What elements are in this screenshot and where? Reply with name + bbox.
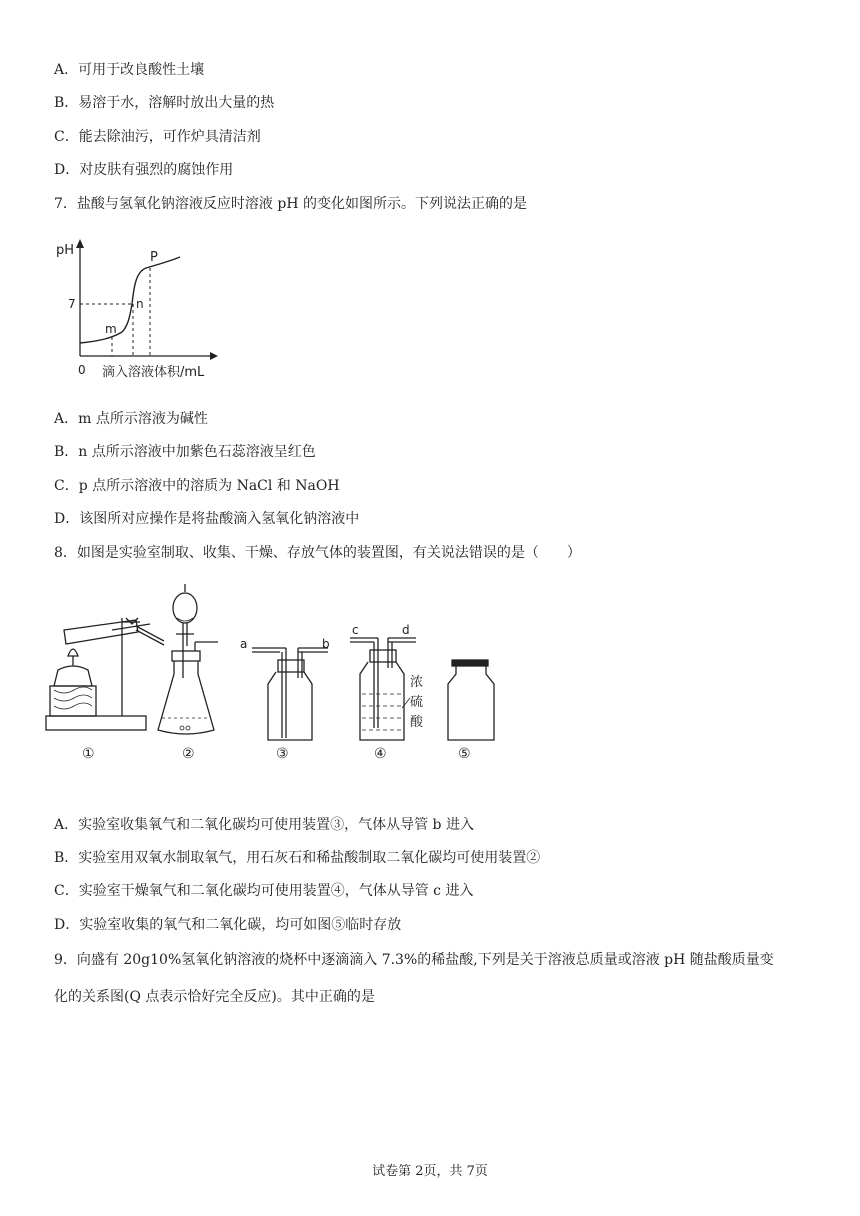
iron-stand-base (46, 716, 146, 730)
q8-option-b: B．实验室用双氧水制取氧气，用石灰石和稀盐酸制取二氧化碳均可使用装置② (54, 850, 541, 866)
q8-option-a: A．实验室收集氧气和二氧化碳均可使用装置③，气体从导管 b 进入 (54, 817, 474, 833)
apparatus-1-label: ① (82, 746, 95, 762)
apparatus-figure (40, 578, 510, 768)
apparatus-2-generator (158, 584, 218, 734)
flame (68, 649, 78, 656)
ph-curve-figure (50, 236, 230, 384)
tube-a-label: a (240, 637, 248, 651)
q9-stem-line1: 9．向盛有 20g10%氢氧化钠溶液的烧杯中逐滴滴入 7.3%的稀盐酸,下列是关于溶液总质量或溶液 pH 随盐酸质量变 (54, 952, 774, 968)
acid-label-3: 酸 (410, 715, 424, 730)
apparatus-1-heating (46, 618, 164, 730)
apparatus-3-gas-bottle (252, 648, 328, 740)
bottle-4 (360, 662, 404, 740)
q6-option-d: D．对皮肤有强烈的腐蚀作用 (54, 162, 234, 178)
apparatus-3-label: ③ (276, 746, 289, 762)
apparatus-5-gas-jar (448, 660, 494, 740)
tube-d-label: d (402, 623, 410, 637)
acid-label-1: 浓 (410, 675, 424, 690)
q7-option-b: B．n 点所示溶液中加紫色石蕊溶液呈红色 (54, 444, 316, 460)
jar-lid (452, 660, 488, 666)
q9-stem-line2: 化的关系图(Q 点表示恰好完全反应)。其中正确的是 (54, 989, 375, 1005)
x-axis-arrow (210, 352, 218, 360)
q7-option-a: A．m 点所示溶液为碱性 (54, 411, 208, 427)
y-tick-7: 7 (68, 297, 76, 311)
y-axis-label: pH (56, 243, 75, 258)
tube-c-label: c (352, 623, 359, 637)
x-axis-label: 滴入溶液体积/mL (102, 365, 205, 380)
acid-label-2: 硫 (410, 695, 424, 710)
tube-b-label: b (322, 637, 330, 651)
delivery-tube (136, 626, 164, 641)
rubber-stopper (172, 651, 200, 661)
point-m-label: m (105, 322, 117, 336)
erlenmeyer-flask (158, 661, 214, 734)
apparatus-4-label: ④ (374, 746, 387, 762)
apparatus-2-label: ② (182, 746, 195, 762)
point-n-label: n (136, 297, 144, 311)
q8-stem: 8．如图是实验室制取、收集、干燥、存放气体的装置图，有关说法错误的是（ ） (54, 545, 581, 561)
y-axis-arrow (76, 239, 84, 248)
q7-option-c: C．p 点所示溶液中的溶质为 NaCl 和 NaOH (54, 478, 340, 494)
q8-option-c: C．实验室干燥氧气和二氧化碳均可使用装置④，气体从导管 c 进入 (54, 883, 474, 899)
q7-option-d: D．该图所对应操作是将盐酸滴入氢氧化钠溶液中 (54, 511, 360, 527)
apparatus-4-drying-bottle (350, 638, 416, 740)
test-tube (64, 620, 138, 644)
q6-option-c: C．能去除油污，可作炉具清洁剂 (54, 129, 261, 145)
q8-option-d: D．实验室收集的氧气和二氧化碳，均可如图⑤临时存放 (54, 917, 402, 933)
alcohol-lamp (54, 666, 92, 686)
gas-jar (448, 666, 494, 740)
point-p-label: P (150, 250, 158, 265)
origin-label: 0 (78, 363, 86, 377)
q6-option-a: A．可用于改良酸性土壤 (54, 62, 205, 78)
q7-stem: 7．盐酸与氢氧化钠溶液反应时溶液 pH 的变化如图所示。下列说法正确的是 (54, 196, 527, 212)
apparatus-5-label: ⑤ (458, 746, 471, 762)
ph-curve (80, 257, 180, 343)
page-footer: 试卷第 2页，共 7页 (372, 1164, 488, 1179)
bottle-3 (268, 672, 312, 740)
q6-option-b: B．易溶于水，溶解时放出大量的热 (54, 95, 275, 111)
separatory-funnel (173, 593, 197, 623)
